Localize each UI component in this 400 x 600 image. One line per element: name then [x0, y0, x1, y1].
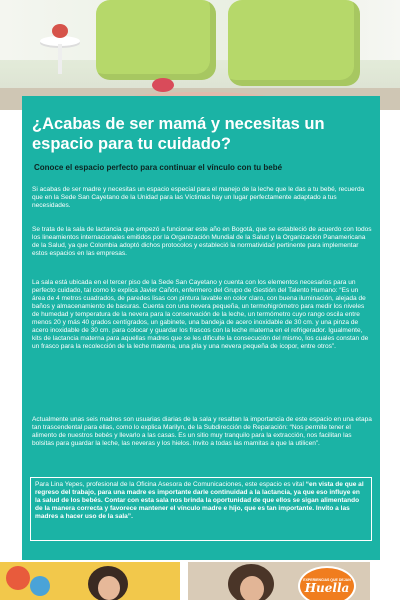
- article-panel: [22, 96, 380, 560]
- photo-armchair-right: [228, 0, 360, 86]
- photo-decoration: [6, 566, 30, 590]
- bottom-photo-right: [188, 562, 370, 600]
- bottom-photo-left: [0, 562, 180, 600]
- quote-box: [30, 477, 372, 541]
- photo-flowers-floor: [152, 78, 174, 92]
- quote-bold: “en vista de que al regreso del trabajo, para una madre es importante darle continuidad a la lactancia, ya que eso influye en la salud de los bebés. Contar con esta sala nos brinda la oportunidad de que ellos se sigan alimentando de la manera correcta y favorece mantener el vínculo madre e hijo, que es tan importante. Invito a las madres a hacer uso de la sala”.: [35, 481, 364, 521]
- quote-text: [35, 481, 367, 521]
- article-paragraph-3: La sala está ubicada en el tercer piso de la Sede San Cayetano y cuenta con los elementos necesarios para un perfecto cuidado, tal como lo explica Javier Cañón, enfermero del Grupo de Gestión del Talento Humano: “Es un área de 4 metros cuadrados, de paredes lisas con pintura lavable en color claro, con buena iluminación, alejada de baños y almacenamiento de basuras. Cuenta con una nevera pequeña, un termohigrómetro para medir los niveles de humedad y temperatura de la nevera para la conservación de la leche, un termómetro cuyo rango oscila entre menos 20 y más 40 grados centígrados, un gabinete, una bandeja de acero inoxidable de 30 cm. y una pinza de acero inoxidable de 30 cm. para colocar y guardar los frascos con la leche materna en el refrigerador. Igualmente, kits de lactancia materna para aquellas madres que se les dificulte la consecución del mismo, los cuales constan de un frasco para la recolección de la leche materna, una pila y una nevera pequeña de icopor, entre otros”.: [32, 279, 369, 351]
- photo-decoration: [30, 576, 50, 596]
- photo-flower-pot: [52, 24, 68, 38]
- article-paragraph-1: Si acabas de ser madre y necesitas un espacio especial para el manejo de la leche que le das a tu bebé, recuerda que en la Sede San Cayetano de la Unidad para las Víctimas hay un lugar perfectamente adaptado a tus necesidades.: [32, 186, 365, 210]
- photo-side-table-leg: [58, 44, 62, 74]
- photo-person-face: [98, 576, 120, 600]
- quote-intro: Para Lina Yepes, profesional de la Oficina Asesora de Comunicaciones, este espacio es vital: [35, 481, 306, 488]
- header-photo-lactation-room: [0, 0, 400, 110]
- article-paragraph-4: Actualmente unas seis madres son usuarias diarias de la sala y resaltan la importancia de este espacio en una etapa tan trascendental para ellas, como lo explica Marilyn, de la Subdirección de Reparación: “Nos permite tener el alimento de nuestros bebés y llevarlo a las casas. Es un sitio muy tranquilo para la extracción, nos facilitan las bolsitas para guardar la leche, las neveras y los hielos. Invito a todas las mamitas a que la utilicen”.: [32, 416, 372, 448]
- experiencias-huella-logo: [298, 566, 356, 600]
- photo-person-face: [240, 576, 264, 600]
- photo-armchair-left: [96, 0, 216, 80]
- logo-big-text: Huella: [304, 581, 350, 595]
- article-paragraph-2: Se trata de la sala de lactancia que empezó a funcionar este año en Bogotá, que se estableció de acuerdo con todos los lineamientos internacionales emitidos por la Organización Mundial de la Salud y la Organización Panamericana de la Salud, ya que Colombia adoptó dichos protocolos y estableció la normatividad pertinente para implementar estos espacios en las empresas.: [32, 226, 372, 258]
- logo-small-text: EXPERIENCIAS QUE DEJAN: [303, 578, 351, 582]
- article-title: ¿Acabas de ser mamá y necesitas un espacio para tu cuidado?: [32, 115, 325, 153]
- article-subtitle: Conoce el espacio perfecto para continuar el vínculo con tu bebé: [34, 163, 283, 172]
